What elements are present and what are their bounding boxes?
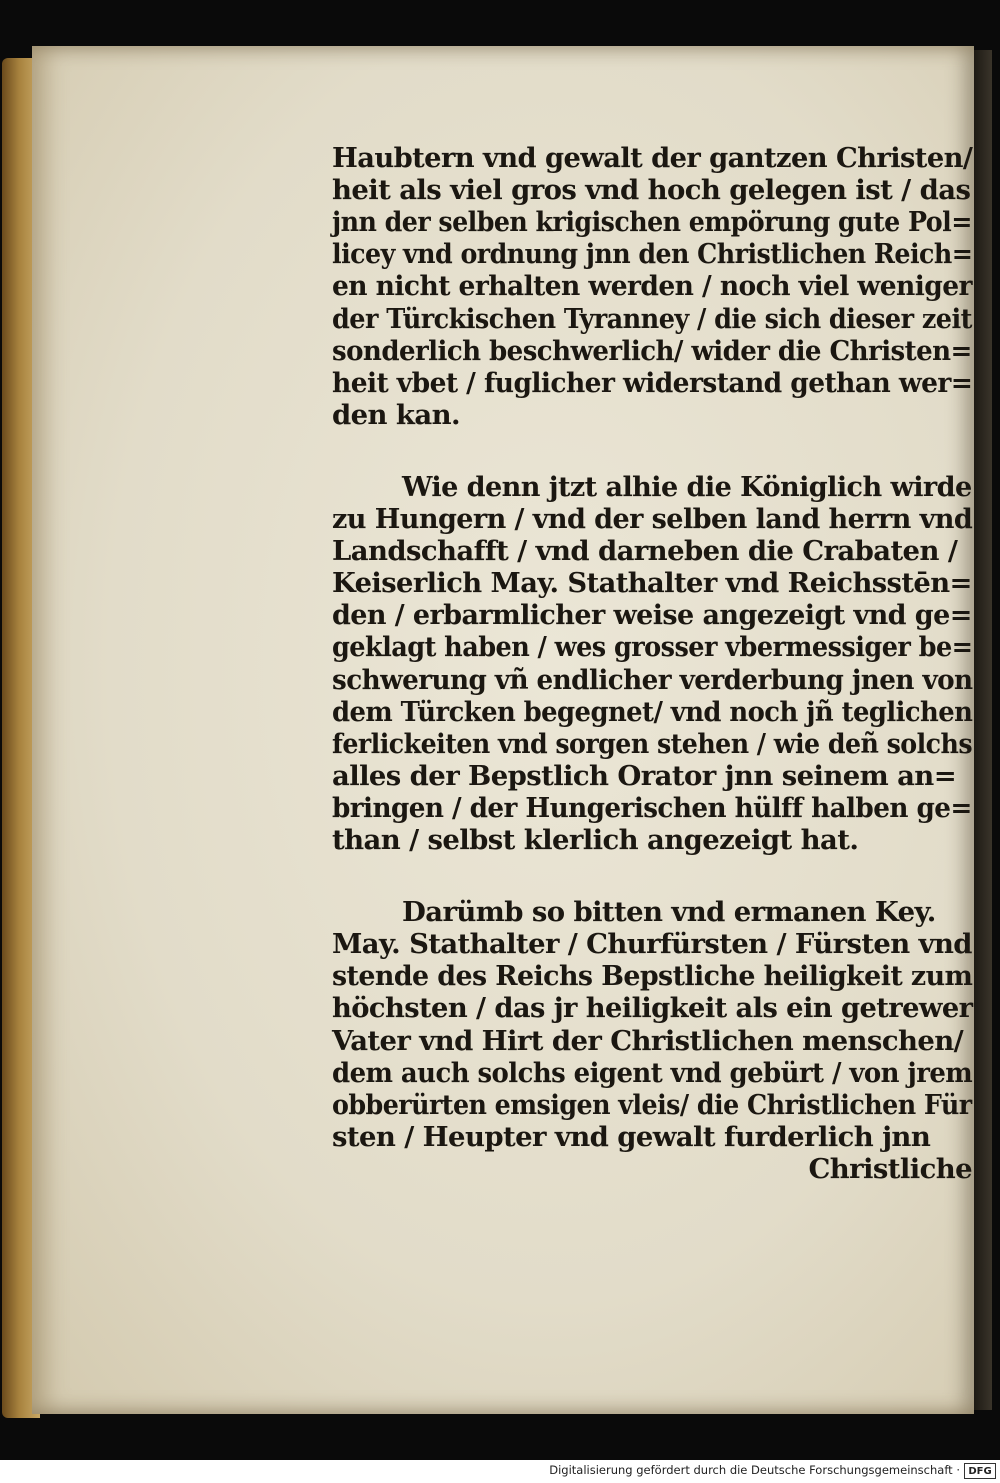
- text-line: heit vbet / fuglicher widerstand gethan wer=: [332, 366, 973, 399]
- book-page: [32, 46, 974, 1414]
- text-line: schwerung vñ endlicher verderbung jnen von: [332, 663, 973, 696]
- text-line: Darümb so bitten vnd ermanen Key.: [402, 896, 936, 929]
- text-line: jnn der selben krigischen empörung gute Pol=: [332, 206, 972, 239]
- text-line: May. Stathalter / Churfürsten / Fürsten vnd: [332, 928, 972, 961]
- text-line: than / selbst klerlich angezeigt hat.: [332, 824, 859, 856]
- text-line: der Türckischen Tyranney / die sich dieser zeit: [332, 302, 972, 335]
- page-shadow-edge: [974, 50, 992, 1410]
- text-line: den / erbarmlicher weise angezeigt vnd ge=: [332, 599, 972, 632]
- catchword: Christliche: [808, 1152, 972, 1185]
- text-line: licey vnd ordnung jnn den Christlichen Reich=: [332, 238, 973, 271]
- text-line: stende des Reichs Bepstliche heiligkeit zum: [332, 960, 973, 993]
- text-line: dem Türcken begegnet/ vnd noch jñ teglichen: [332, 695, 973, 728]
- footer-bar: [0, 1460, 1000, 1483]
- dfg-logo[interactable]: DFG: [964, 1463, 996, 1479]
- text-line: sten / Heupter vnd gewalt furderlich jnn: [332, 1120, 931, 1153]
- text-line: bringen / der Hungerischen hülff halben ge=: [332, 791, 972, 824]
- text-line: Landschafft / vnd darneben die Crabaten /: [332, 535, 958, 568]
- text-line: zu Hungern / vnd der selben land herrn vnd: [332, 503, 973, 535]
- text-line: geklagt haben / wes grosser vbermessiger be=: [332, 631, 973, 664]
- text-line: Haubtern vnd gewalt der gantzen Christen/: [332, 142, 973, 174]
- text-line: dem auch solchs eigent vnd gebürt / von jrem: [332, 1056, 973, 1089]
- text-line: den kan.: [332, 398, 460, 431]
- footer-credit: Digitalisierung gefördert durch die Deutsche Forschungsgemeinschaft ·: [549, 1463, 960, 1477]
- text-line: ferlickeiten vnd sorgen stehen / wie deñ solchs: [332, 727, 973, 760]
- text-line: heit als viel gros vnd hoch gelegen ist / das: [332, 174, 971, 207]
- text-line: Vater vnd Hirt der Christlichen menschen/: [332, 1024, 964, 1057]
- text-line: Keiserlich May. Stathalter vnd Reichsstēn=: [332, 567, 972, 600]
- text-line: höchsten / das jr heiligkeit als ein getrewer: [332, 992, 973, 1025]
- text-line: en nicht erhalten werden / noch viel weniger: [332, 270, 972, 303]
- text-line: Wie denn jtzt alhie die Königlich wirde: [402, 470, 972, 503]
- text-line: sonderlich beschwerlich/ wider die Christen=: [332, 334, 972, 367]
- text-line: alles der Bepstlich Orator jnn seinem an=: [332, 759, 957, 792]
- text-line: obberürten emsigen vleis/ die Christlichen Für: [332, 1088, 972, 1121]
